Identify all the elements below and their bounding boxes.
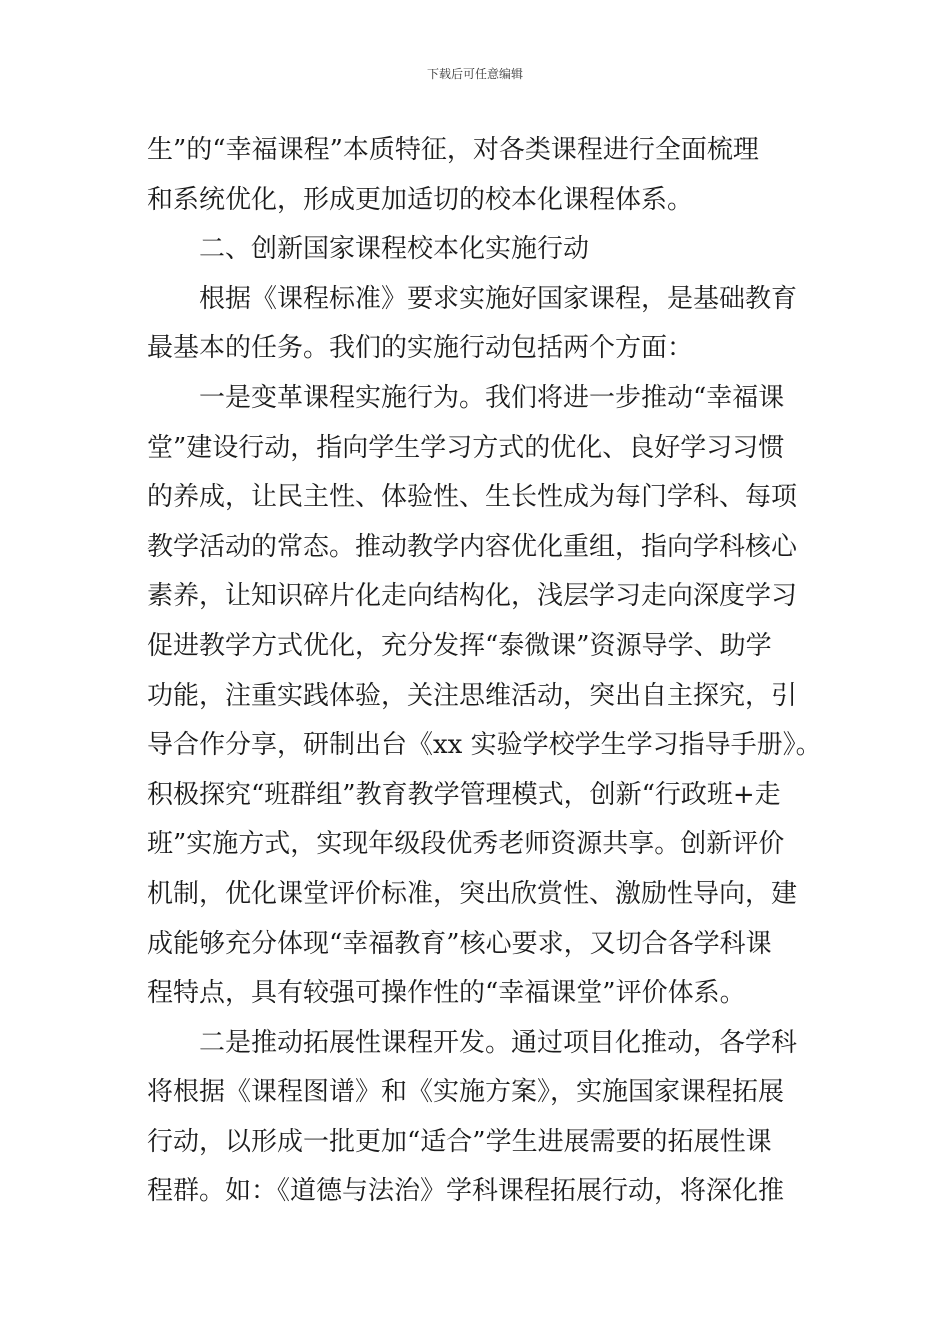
text-line: 积极探究“班群组”教育教学管理模式，创新“行政班+走 (147, 779, 781, 810)
text-line: 促进教学方式优化，充分发挥“泰微课”资源导学、助学 (147, 630, 772, 661)
text-line: 机制，优化课堂评价标准，突出欣赏性、激励性导向，建 (147, 878, 798, 909)
text-line: 程群。如：《道德与法治》学科课程拓展行动，将深化推 (147, 1176, 785, 1207)
page-header-note: 下载后可任意编辑 (426, 67, 523, 81)
text-line: 一是变革课程实施行为。我们将进一步推动“幸福课 (199, 382, 785, 413)
text-line: 最基本的任务。我们的实施行动包括两个方面： (147, 333, 694, 364)
text-line: 和系统优化，形成更加适切的校本化课程体系。 (147, 184, 694, 215)
text-line: 生”的“幸福课程”本质特征，对各类课程进行全面梳理 (147, 135, 759, 165)
text-line: 将根据《课程图谱》和《实施方案》，实施国家课程拓展 (147, 1077, 785, 1108)
text-line: 教学活动的常态。推动教学内容优化重组，指向学科核心 (147, 531, 798, 562)
text-line: 的养成，让民主性、体验性、生长性成为每门学科、每项 (147, 482, 798, 513)
document-body (147, 126, 822, 1217)
section-heading: 二、创新国家课程校本化实施行动 (199, 234, 590, 265)
text-line: 素养，让知识碎片化走向结构化，浅层学习走向深度学习 (147, 581, 798, 612)
text-line: 堂”建设行动，指向学生学习方式的优化、良好学习习惯 (147, 432, 785, 463)
text-line: 班”实施方式，实现年级段优秀老师资源共享。创新评价 (147, 829, 785, 860)
text-line: 行动，以形成一批更加“适合”学生进展需要的拓展性课 (147, 1126, 772, 1157)
text-line: 程特点，具有较强可操作性的“幸福课堂”评价体系。 (147, 978, 746, 1009)
text-line: 导合作分享，研制出台《xx 实验学校学生学习指导手册》。 (147, 730, 822, 761)
text-line: 功能，注重实践体验，关注思维活动，突出自主探究，引 (147, 680, 798, 711)
text-line: 二是推动拓展性课程开发。通过项目化推动，各学科 (199, 1027, 798, 1058)
text-line: 根据《课程标准》要求实施好国家课程，是基础教育 (199, 283, 798, 314)
text-line: 成能够充分体现“幸福教育”核心要求，又切合各学科课 (147, 928, 772, 959)
